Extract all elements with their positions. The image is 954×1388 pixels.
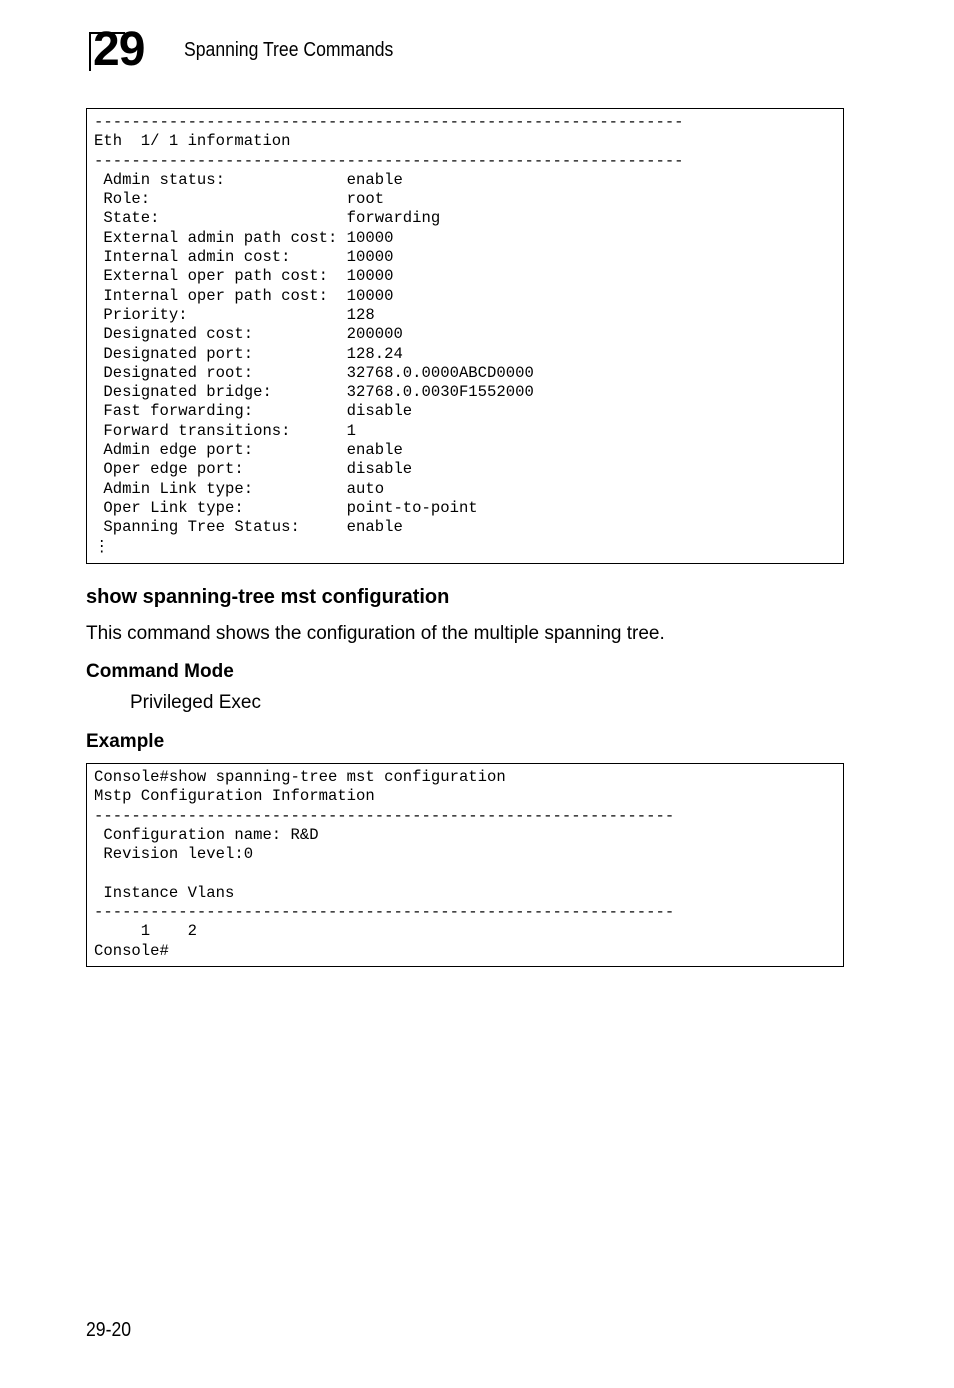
cli-output-text: --------------------------------------------------------------- Eth 1/ 1 information --------------------------------------------------------------- Admin status: enable Role: root State: forwarding External admin path cost: 10000 Internal admin cost: 10000 External oper path cost: 10000 Internal oper path cost: 10000 Priority: 128 Designated cost: 200000 Designated port: 128.24 Designated root: 32768.0.0000ABCD0000 Designated bridge: 32768.0.0030F1552000 Fast forwarding: disable Forward transitions: 1 Admin edge port: enable Oper edge port: disable Admin Link type: auto Oper Link type: point-to-point Spanning Tree Status: enable ⋮ bbox=[94, 113, 684, 556]
page-number: 29-20 bbox=[86, 1319, 132, 1341]
command-description: This command shows the configuration of the multiple spanning tree. bbox=[86, 623, 665, 644]
example-heading: Example bbox=[86, 731, 165, 752]
example-code-box bbox=[86, 763, 844, 967]
command-mode-value: Privileged Exec bbox=[130, 692, 261, 713]
cli-output-box bbox=[86, 108, 844, 564]
example-code-text: Console#show spanning-tree mst configuration Mstp Configuration Information -------------------------------------------------------------- Configuration name: R&D Revision level:0 Instance Vlans -------------------------------------------------------------- 1 2 Console# bbox=[94, 768, 675, 960]
chapter-number: 29 bbox=[93, 23, 145, 76]
command-mode-heading: Command Mode bbox=[86, 661, 234, 682]
chapter-title: Spanning Tree Commands bbox=[184, 39, 394, 61]
command-heading: show spanning-tree mst configuration bbox=[86, 586, 450, 608]
